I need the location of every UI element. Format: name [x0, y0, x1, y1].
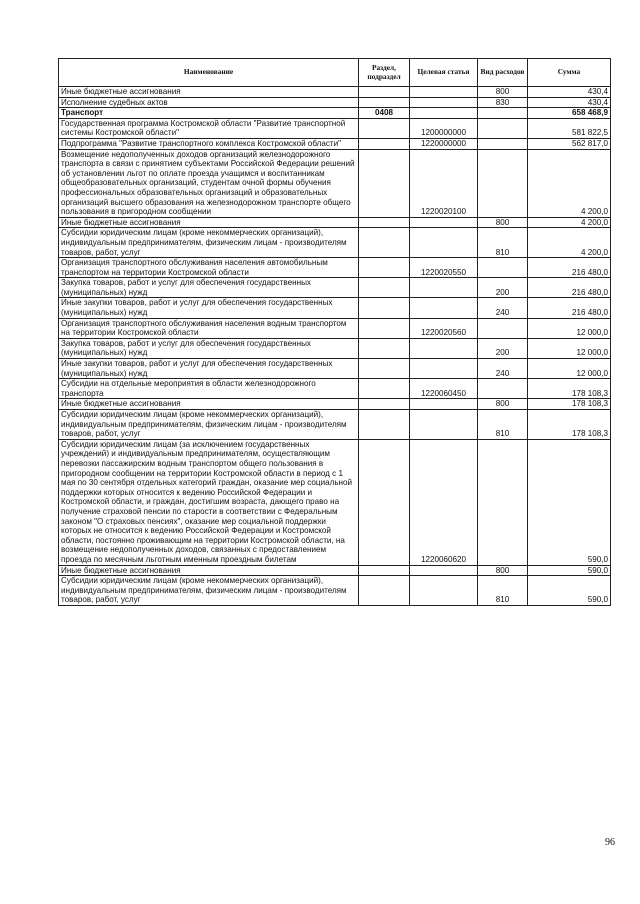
- cell-type: 810: [478, 576, 528, 606]
- cell-type: 810: [478, 228, 528, 258]
- table-body: [59, 87, 611, 606]
- cell-section: [359, 439, 410, 565]
- cell-type: [478, 318, 528, 338]
- header-name: Наименование: [59, 59, 359, 87]
- cell-sum: 581 822,5: [528, 118, 611, 138]
- table-row: [59, 410, 611, 440]
- cell-name: Возмещение недополученных доходов организаций железнодорожного транспорта в связи с принятием субъектами Российской Федерации решений об установлении льгот по оплате проезда учащимся и воспитанникам общеобразовательных организаций, студентам очной формы обучения профессиональных образовательных организаций и образовательных организаций высшего образования на железнодорожном транспорте общего пользования в пригородном сообщении: [59, 149, 359, 217]
- cell-type: 830: [478, 97, 528, 108]
- cell-type: [478, 118, 528, 138]
- table-row: [59, 228, 611, 258]
- table-row: [59, 338, 611, 358]
- cell-target: [410, 108, 478, 119]
- cell-sum: 430,4: [528, 87, 611, 98]
- cell-target: [410, 576, 478, 606]
- cell-type: [478, 379, 528, 399]
- cell-section: [359, 379, 410, 399]
- cell-section: [359, 278, 410, 298]
- table-header-row: [59, 59, 611, 87]
- cell-name: Субсидии юридическим лицам (кроме некоммерческих организаций), индивидуальным предпринимателям, физическим лицам - производителям товаров, работ, услуг: [59, 576, 359, 606]
- cell-target: [410, 228, 478, 258]
- cell-target: [410, 410, 478, 440]
- cell-sum: 216 480,0: [528, 258, 611, 278]
- cell-target: [410, 359, 478, 379]
- cell-target: [410, 278, 478, 298]
- page-number: 96: [605, 837, 615, 848]
- cell-name: Исполнение судебных актов: [59, 97, 359, 108]
- table-row: [59, 318, 611, 338]
- cell-type: 200: [478, 278, 528, 298]
- cell-sum: 12 000,0: [528, 318, 611, 338]
- table-row: [59, 576, 611, 606]
- cell-section: [359, 138, 410, 149]
- table-row: [59, 118, 611, 138]
- cell-name: Субсидии юридическим лицам (за исключением государственных учреждений) и индивидуальным предпринимателям, осуществляющим перевозки пассажирским водным транспортом общего пользования в пригородном сообщении на территории Костромской области в период с 1 мая по 30 сентября отдельных категорий граждан, оказание мер социальной поддержки которых относится к ведению Российской Федерации и Костромской области, и граждан, достигшим возраста, дающего право на получение страховой пенсии по старости в соответствии с Федеральным законом "О страховых пенсиях", оказание мер социальной поддержки которых не относится к ведению Российской Федерации и Костромской области, постоянно проживающим на территории Костромской области, на возмещение недополученных доходов, связанных с предоставлением проезда по месячным льготным именным проездным билетам: [59, 439, 359, 565]
- cell-type: [478, 138, 528, 149]
- cell-sum: 590,0: [528, 576, 611, 606]
- cell-type: 240: [478, 298, 528, 318]
- table-row: [59, 149, 611, 217]
- cell-section: [359, 228, 410, 258]
- cell-target: [410, 87, 478, 98]
- cell-name: Транспорт: [59, 108, 359, 119]
- cell-target: [410, 338, 478, 358]
- cell-sum: 216 480,0: [528, 278, 611, 298]
- cell-sum: 430,4: [528, 97, 611, 108]
- cell-type: [478, 439, 528, 565]
- cell-sum: 590,0: [528, 565, 611, 576]
- cell-type: 800: [478, 217, 528, 228]
- cell-name: Иные бюджетные ассигнования: [59, 399, 359, 410]
- header-sum: Сумма: [528, 59, 611, 87]
- cell-target: 1220020560: [410, 318, 478, 338]
- table-row: [59, 278, 611, 298]
- cell-section: [359, 149, 410, 217]
- cell-sum: 562 817,0: [528, 138, 611, 149]
- cell-section: [359, 338, 410, 358]
- cell-section: [359, 97, 410, 108]
- cell-name: Иные бюджетные ассигнования: [59, 217, 359, 228]
- table-row: [59, 298, 611, 318]
- cell-target: 1220060450: [410, 379, 478, 399]
- cell-section: [359, 318, 410, 338]
- table-row: [59, 138, 611, 149]
- cell-name: Организация транспортного обслуживания населения водным транспортом на территории Костромской области: [59, 318, 359, 338]
- cell-name: Подпрограмма "Развитие транспортного комплекса Костромской области": [59, 138, 359, 149]
- cell-section: [359, 565, 410, 576]
- cell-section: [359, 118, 410, 138]
- cell-sum: 4 200,0: [528, 217, 611, 228]
- cell-type: 800: [478, 87, 528, 98]
- cell-type: 200: [478, 338, 528, 358]
- cell-section: [359, 87, 410, 98]
- cell-type: [478, 108, 528, 119]
- cell-name: Иные закупки товаров, работ и услуг для обеспечения государственных (муниципальных) нужд: [59, 359, 359, 379]
- cell-target: [410, 97, 478, 108]
- cell-target: [410, 399, 478, 410]
- table-row: [59, 399, 611, 410]
- cell-name: Государственная программа Костромской области "Развитие транспортной системы Костромской области": [59, 118, 359, 138]
- cell-type: [478, 149, 528, 217]
- table-row: [59, 97, 611, 108]
- cell-section: [359, 576, 410, 606]
- cell-sum: 590,0: [528, 439, 611, 565]
- cell-section: [359, 410, 410, 440]
- cell-section: [359, 359, 410, 379]
- cell-sum: 12 000,0: [528, 338, 611, 358]
- cell-sum: 216 480,0: [528, 298, 611, 318]
- table-row: [59, 258, 611, 278]
- cell-target: [410, 298, 478, 318]
- cell-name: Субсидии юридическим лицам (кроме некоммерческих организаций), индивидуальным предпринимателям, физическим лицам - производителям товаров, работ, услуг: [59, 410, 359, 440]
- cell-target: 1220020550: [410, 258, 478, 278]
- cell-section: [359, 399, 410, 410]
- cell-type: 810: [478, 410, 528, 440]
- table-row: [59, 87, 611, 98]
- table-row: [59, 359, 611, 379]
- cell-name: Субсидии юридическим лицам (кроме некоммерческих организаций), индивидуальным предпринимателям, физическим лицам - производителям товаров, работ, услуг: [59, 228, 359, 258]
- table-row: [59, 217, 611, 228]
- cell-name: Закупка товаров, работ и услуг для обеспечения государственных (муниципальных) нужд: [59, 278, 359, 298]
- table-row: [59, 565, 611, 576]
- cell-sum: 658 468,9: [528, 108, 611, 119]
- cell-section: 0408: [359, 108, 410, 119]
- table-row: [59, 439, 611, 565]
- header-target: Целевая статья: [410, 59, 478, 87]
- cell-sum: 4 200,0: [528, 149, 611, 217]
- cell-name: Иные бюджетные ассигнования: [59, 565, 359, 576]
- table-row: [59, 379, 611, 399]
- cell-section: [359, 217, 410, 228]
- cell-target: 1200000000: [410, 118, 478, 138]
- cell-type: [478, 258, 528, 278]
- cell-name: Закупка товаров, работ и услуг для обеспечения государственных (муниципальных) нужд: [59, 338, 359, 358]
- cell-target: [410, 565, 478, 576]
- cell-target: 1220000000: [410, 138, 478, 149]
- cell-target: [410, 217, 478, 228]
- cell-sum: 178 108,3: [528, 399, 611, 410]
- cell-sum: 178 108,3: [528, 379, 611, 399]
- cell-name: Иные закупки товаров, работ и услуг для обеспечения государственных (муниципальных) нужд: [59, 298, 359, 318]
- cell-sum: 178 108,3: [528, 410, 611, 440]
- cell-type: 240: [478, 359, 528, 379]
- cell-target: 1220020100: [410, 149, 478, 217]
- cell-type: 800: [478, 565, 528, 576]
- cell-section: [359, 258, 410, 278]
- header-type: Вид расходов: [478, 59, 528, 87]
- cell-sum: 4 200,0: [528, 228, 611, 258]
- cell-section: [359, 298, 410, 318]
- cell-sum: 12 000,0: [528, 359, 611, 379]
- header-section: Раздел, подраздел: [359, 59, 410, 87]
- cell-target: 1220060620: [410, 439, 478, 565]
- cell-name: Организация транспортного обслуживания населения автомобильным транспортом на территории Костромской области: [59, 258, 359, 278]
- cell-name: Субсидии на отдельные мероприятия в области железнодорожного транспорта: [59, 379, 359, 399]
- budget-table: [58, 58, 611, 606]
- cell-type: 800: [478, 399, 528, 410]
- cell-name: Иные бюджетные ассигнования: [59, 87, 359, 98]
- table-row: [59, 108, 611, 119]
